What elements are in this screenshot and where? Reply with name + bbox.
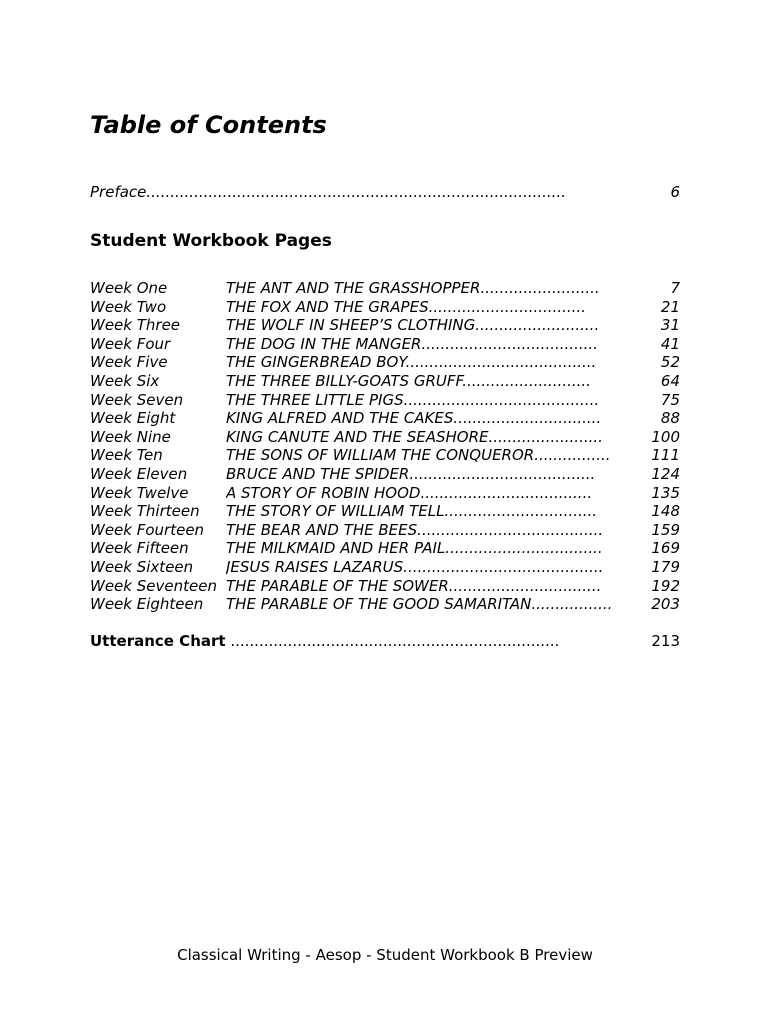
toc-entry-text <box>90 183 630 202</box>
page-number: 21 <box>660 297 680 316</box>
week-label: Week Four <box>90 334 171 353</box>
toc-entry-week <box>90 502 680 521</box>
page-number: 159 <box>651 520 680 539</box>
dot-leader: ......................................... <box>403 390 600 409</box>
toc-entry-week <box>90 446 680 465</box>
dot-leader: ................ <box>534 446 611 465</box>
toc-entry-week <box>90 484 680 503</box>
story-title-text: THE WOLF IN SHEEP’S CLOTHING <box>226 316 476 335</box>
toc-entry-week <box>90 465 680 484</box>
story-title <box>226 335 630 354</box>
dot-leader: .................................... <box>420 483 593 502</box>
dot-leader: ................................. <box>445 539 603 558</box>
page-title: Table of Contents <box>90 111 327 139</box>
page-number: 135 <box>651 483 680 502</box>
story-title-text: THE SONS OF WILLIAM THE CONQUEROR <box>226 446 535 465</box>
story-title-text: THE PARABLE OF THE SOWER <box>226 576 449 595</box>
dot-leader: ....................................... <box>417 520 604 539</box>
toc-entry-week <box>90 335 680 354</box>
story-title <box>226 446 630 465</box>
page-number: 41 <box>660 334 680 353</box>
week-label: Week One <box>90 279 168 297</box>
story-title <box>226 372 630 391</box>
week-label: Week Thirteen <box>90 502 200 521</box>
toc-entry-week <box>90 577 680 596</box>
story-title <box>226 428 630 447</box>
week-label: Week Ten <box>90 446 163 465</box>
dot-leader: ................. <box>531 595 613 614</box>
week-label: Week Two <box>90 297 167 316</box>
story-title-text: THE PARABLE OF THE GOOD SAMARITAN <box>226 595 532 614</box>
week-label: Week Eleven <box>90 464 188 483</box>
story-title <box>226 484 630 503</box>
dot-leader: ......................... <box>480 279 600 297</box>
dot-leader: ....................................... <box>409 464 596 483</box>
dot-leader: ........................................ <box>405 353 597 372</box>
story-title <box>226 353 630 372</box>
page-number: 148 <box>651 502 680 521</box>
story-title <box>226 279 630 298</box>
story-title <box>226 521 630 540</box>
page-number: 213 <box>651 632 680 650</box>
page-number: 169 <box>651 539 680 558</box>
story-title <box>226 298 630 317</box>
story-title <box>226 577 630 596</box>
toc-entry-label: Preface <box>90 183 147 201</box>
story-title-text: THE ANT AND THE GRASSHOPPER <box>226 279 481 297</box>
week-label: Week Seven <box>90 390 184 409</box>
dot-leader: ................................ <box>444 502 598 521</box>
toc-entry-utterance-chart <box>90 632 680 651</box>
page-number: 100 <box>651 427 680 446</box>
dot-leader: ..................................... <box>421 334 598 353</box>
dot-leader: ................................. <box>428 297 586 316</box>
week-label: Week Eight <box>90 409 176 428</box>
toc-entry-week <box>90 353 680 372</box>
story-title <box>226 465 630 484</box>
week-label: Week Twelve <box>90 483 189 502</box>
story-title-text: JESUS RAISES LAZARUS <box>226 557 404 576</box>
toc-entry-week <box>90 279 680 298</box>
story-title <box>226 539 630 558</box>
dot-leader: ........................ <box>488 427 603 446</box>
toc-entry-week <box>90 595 680 614</box>
story-title-text: THE DOG IN THE MANGER <box>226 334 422 353</box>
story-title-text: KING ALFRED AND THE CAKES <box>226 409 454 428</box>
page-number: 7 <box>670 279 680 297</box>
page-number: 179 <box>651 557 680 576</box>
dot-leader: .......................... <box>475 316 600 335</box>
story-title-text: THE THREE BILLY-GOATS GRUFF <box>226 371 463 390</box>
toc-entry-week <box>90 391 680 410</box>
story-title <box>226 502 630 521</box>
week-label: Week Nine <box>90 427 171 446</box>
toc-entry-week <box>90 409 680 428</box>
story-title <box>226 595 630 614</box>
page-number: 111 <box>651 446 680 465</box>
page-number: 31 <box>660 316 680 335</box>
story-title <box>226 558 630 577</box>
week-label: Week Three <box>90 316 181 335</box>
week-list <box>90 279 680 614</box>
dot-leader: ..................................................................... <box>225 632 560 650</box>
story-title-text: THE MILKMAID AND HER PAIL <box>226 539 446 558</box>
story-title-text: THE FOX AND THE GRAPES <box>226 297 429 316</box>
section-heading: Student Workbook Pages <box>90 231 332 251</box>
dot-leader: ............................... <box>453 409 602 428</box>
toc-entry-week <box>90 372 680 391</box>
story-title <box>226 316 630 335</box>
page-number: 192 <box>651 576 680 595</box>
dot-leader: ................................ <box>448 576 602 595</box>
dot-leader: ........................................................................................ <box>146 183 566 201</box>
page-number: 6 <box>670 183 680 201</box>
story-title-text: THE GINGERBREAD BOY <box>226 353 406 372</box>
toc-entry-week <box>90 558 680 577</box>
page-number: 64 <box>660 371 680 390</box>
page-number: 75 <box>660 390 680 409</box>
page-number: 88 <box>660 409 680 428</box>
story-title-text: THE THREE LITTLE PIGS <box>226 390 404 409</box>
toc-entry-week <box>90 539 680 558</box>
week-label: Week Fifteen <box>90 539 189 558</box>
toc-entry-week <box>90 298 680 317</box>
dot-leader: ........................... <box>462 371 591 390</box>
toc-entry-text <box>90 632 630 651</box>
story-title-text: THE STORY OF WILLIAM TELL <box>226 502 445 521</box>
dot-leader: .......................................... <box>403 557 604 576</box>
week-label: Week Seventeen <box>90 576 217 595</box>
toc-entry-week <box>90 316 680 335</box>
week-label: Week Five <box>90 353 168 372</box>
toc-entry-week <box>90 428 680 447</box>
story-title <box>226 409 630 428</box>
week-label: Week Eighteen <box>90 595 204 614</box>
toc-entry-week <box>90 521 680 540</box>
page-footer: Classical Writing - Aesop - Student Workbook B Preview <box>177 946 593 964</box>
story-title-text: A STORY OF ROBIN HOOD <box>226 483 421 502</box>
page-number: 124 <box>651 464 680 483</box>
toc-entry-label: Utterance Chart <box>90 632 226 650</box>
story-title-text: BRUCE AND THE SPIDER <box>226 464 410 483</box>
story-title-text: THE BEAR AND THE BEES <box>226 520 418 539</box>
week-label: Week Six <box>90 371 160 390</box>
story-title-text: KING CANUTE AND THE SEASHORE <box>226 427 489 446</box>
page-number: 52 <box>660 353 680 372</box>
week-label: Week Sixteen <box>90 557 194 576</box>
toc-entry-preface <box>90 183 680 202</box>
story-title <box>226 391 630 410</box>
week-label: Week Fourteen <box>90 520 205 539</box>
page-number: 203 <box>651 595 680 614</box>
